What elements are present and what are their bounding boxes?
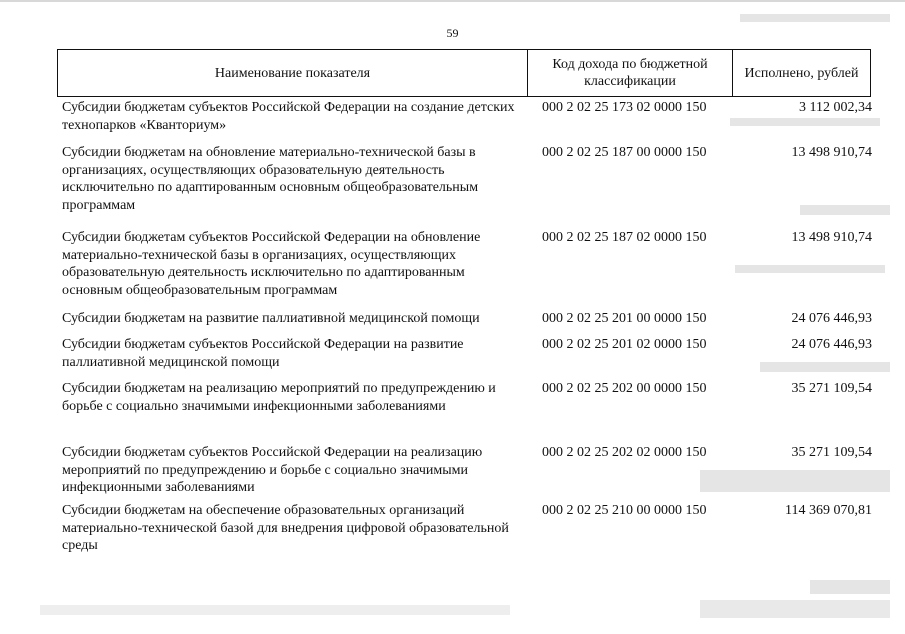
row-code: 000 2 02 25 201 00 0000 150 (542, 311, 707, 326)
scan-noise (810, 580, 890, 594)
row-code: 000 2 02 25 173 02 0000 150 (542, 100, 707, 115)
scan-noise (730, 118, 880, 126)
row-amount: 35 271 109,54 (791, 381, 872, 396)
row-code: 000 2 02 25 187 02 0000 150 (542, 230, 707, 245)
row-name: Субсидии бюджетам на обновление материально-технической базы в организациях, осуществляющих образовательную деятельность исключительно по адаптированным основным общеобразовательным программам (62, 145, 479, 213)
scan-noise (40, 605, 510, 615)
row-name: Субсидии бюджетам на обеспечение образовательных организаций материально-технической базой для внедрения цифровой образовательной среды (62, 503, 509, 553)
row-name: Субсидии бюджетам субъектов Российской Федерации на реализацию мероприятий по предупреждению и борьбе с социально значимыми инфекционными заболеваниями (62, 445, 483, 495)
scan-noise (760, 362, 890, 372)
page-number: 59 (446, 26, 459, 40)
scan-noise (740, 14, 890, 22)
row-code: 000 2 02 25 201 02 0000 150 (542, 337, 707, 352)
scan-noise (800, 205, 890, 215)
row-code: 000 2 02 25 202 00 0000 150 (542, 381, 707, 396)
row-name: Субсидии бюджетам субъектов Российской Федерации на обновление материально-технической базы в организациях, осуществляющих образовательную деятельность исключительно по адаптированным основным общеобразовательным программам (62, 230, 481, 298)
row-amount: 35 271 109,54 (791, 445, 872, 460)
row-amount: 3 112 002,34 (799, 100, 872, 115)
row-amount: 24 076 446,93 (791, 311, 872, 326)
table-header (57, 49, 871, 97)
header-code: Код дохода по бюджетной классификации (528, 50, 733, 96)
scan-noise (700, 600, 890, 618)
scan-noise (700, 470, 890, 492)
header-amount: Исполнено, рублей (744, 65, 859, 81)
row-name: Субсидии бюджетам на развитие паллиативной медицинской помощи (62, 311, 480, 326)
row-amount: 13 498 910,74 (791, 145, 872, 160)
row-amount: 24 076 446,93 (791, 337, 872, 352)
row-amount: 13 498 910,74 (791, 230, 872, 245)
row-code: 000 2 02 25 187 00 0000 150 (542, 145, 707, 160)
row-code: 000 2 02 25 210 00 0000 150 (542, 503, 707, 518)
row-name: Субсидии бюджетам субъектов Российской Федерации на развитие паллиативной медицинской помощи (62, 337, 464, 370)
top-rule (0, 0, 905, 2)
header-name: Наименование показателя (58, 50, 528, 96)
row-code: 000 2 02 25 202 02 0000 150 (542, 445, 707, 460)
row-name: Субсидии бюджетам на реализацию мероприятий по предупреждению и борьбе с социально значимыми инфекционными заболеваниями (62, 381, 496, 414)
row-name: Субсидии бюджетам субъектов Российской Федерации на создание детских технопарков «Кванториум» (62, 100, 515, 133)
row-amount: 114 369 070,81 (785, 503, 872, 518)
scan-noise (735, 265, 885, 273)
